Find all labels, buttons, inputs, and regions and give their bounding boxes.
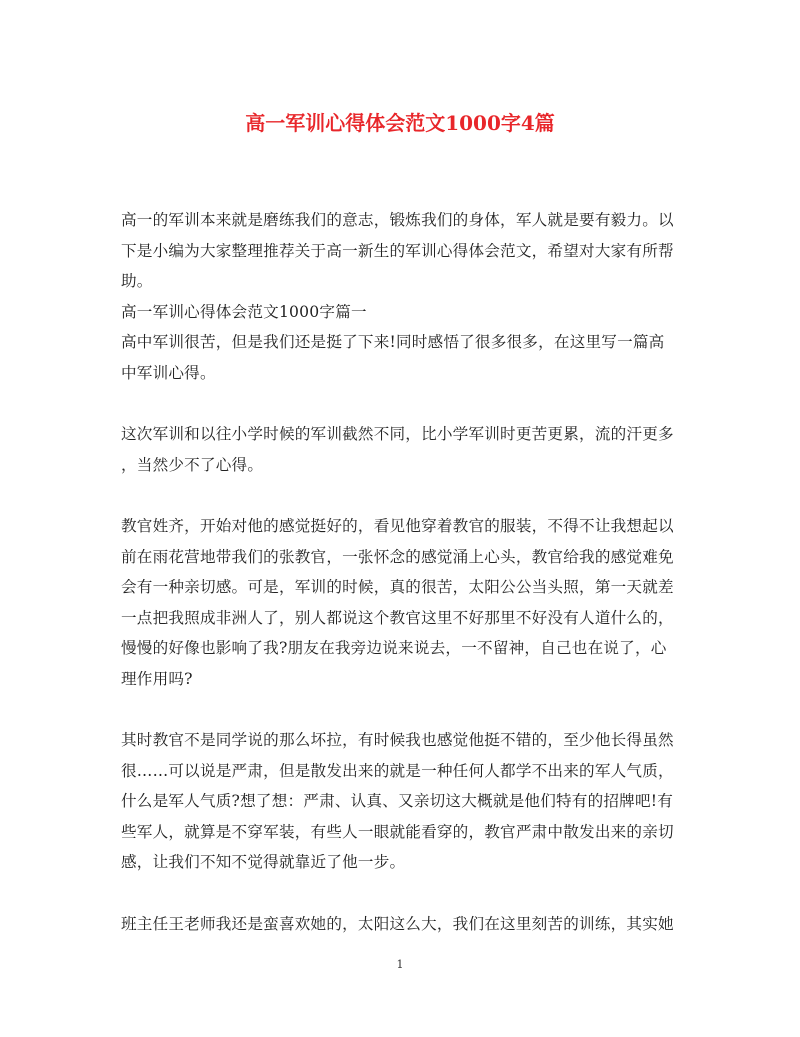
text-line: 中军训心得。: [121, 363, 216, 382]
text-line: 很……可以说是严肃，但是散发出来的就是一种任何人都学不出来的军人气质，: [121, 761, 674, 780]
text-line: 前在雨花营地带我们的张教官，一张怀念的感觉涌上心头，教官给我的感觉难免: [121, 547, 674, 566]
document-title: 高一军训心得体会范文1000字4篇: [245, 111, 555, 135]
paragraph-gap: [121, 878, 681, 909]
text-line: 一点把我照成非洲人了，别人都说这个教官这里不好那里不好没有人道什么的，: [121, 608, 674, 627]
paragraph-gap: [121, 480, 681, 511]
text-line: 理作用吗?: [121, 669, 193, 688]
text-line: 其时教官不是同学说的那么坏拉，有时候我也感觉他挺不错的，至少他长得虽然: [121, 731, 674, 750]
text-line: 助。: [121, 272, 153, 291]
text-line: 会有一种亲切感。可是，军训的时候，真的很苦，太阳公公当头照，第一天就差: [121, 578, 674, 597]
text-line: 些军人，就算是不穿军装，有些人一眼就能看穿的，教官严肃中散发出来的亲切: [121, 822, 674, 841]
text-line: 班主任王老师我还是蛮喜欢她的，太阳这么大，我们在这里刻苦的训练，其实她: [121, 914, 674, 933]
text-line: 慢慢的好像也影响了我?朋友在我旁边说来说去，一不留神，自己也在说了，心: [121, 639, 667, 658]
paragraph-gap: [121, 389, 681, 420]
document-body: [121, 205, 681, 939]
paragraph-gap: [121, 695, 681, 726]
page-number: 1: [396, 958, 404, 971]
text-line: 感，让我们不知不觉得就靠近了他一步。: [121, 853, 406, 872]
text-line: 高中军训很苦，但是我们还是挺了下来!同时感悟了很多很多，在这里写一篇高: [121, 333, 665, 352]
text-line: 什么是军人气质?想了想：严肃、认真、又亲切这大概就是他们特有的招牌吧!有: [121, 792, 674, 811]
text-line: 高一军训心得体会范文1000字篇一: [121, 302, 367, 321]
text-line: ，当然少不了心得。: [121, 455, 264, 474]
text-line: 高一的军训本来就是磨练我们的意志，锻炼我们的身体，军人就是要有毅力。以: [121, 211, 674, 229]
text-line: 教官姓齐，开始对他的感觉挺好的，看见他穿着教官的服装，不得不让我想起以: [121, 516, 674, 535]
text-line: 这次军训和以往小学时候的军训截然不同，比小学军训时更苦更累，流的汗更多: [121, 425, 674, 444]
text-line: 下是小编为大家整理推荐关于高一新生的军训心得体会范文，希望对大家有所帮: [121, 241, 674, 260]
